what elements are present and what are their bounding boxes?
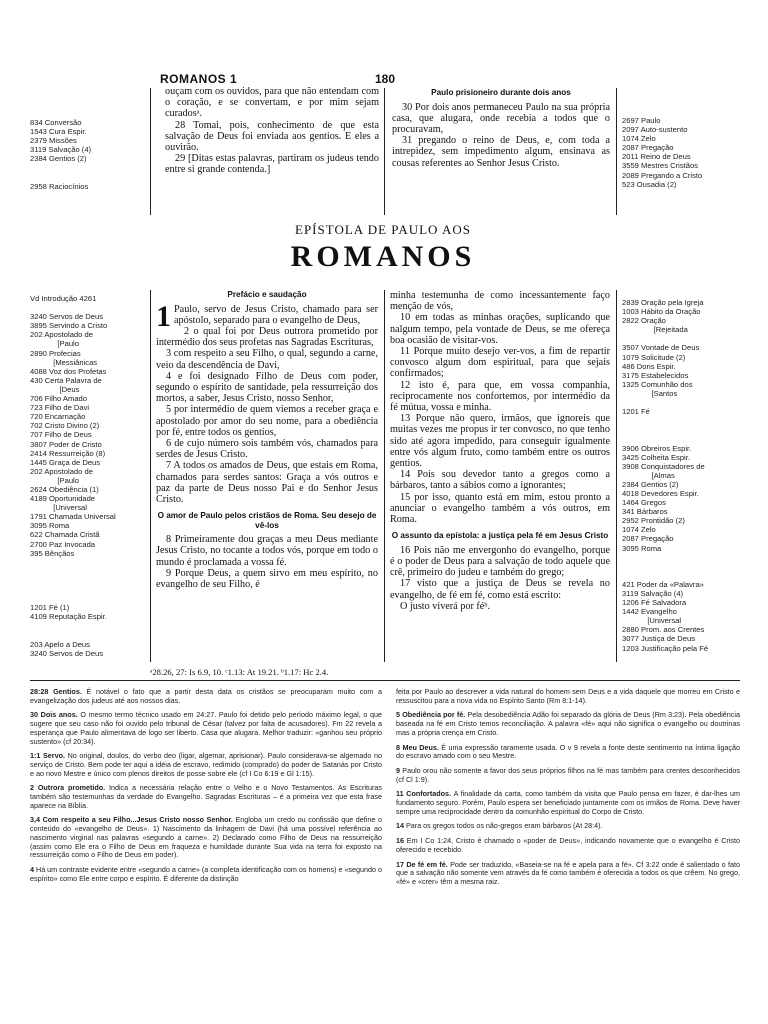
topical-ref: [Paulo: [30, 475, 79, 485]
topical-ref: [622, 434, 752, 443]
topical-ref: [622, 334, 752, 343]
verse: 14 Pois sou devedor tanto a gregos como a bárbaros, tanto a sábios como a ignorantes;: [390, 469, 610, 492]
topical-ref: 3908 Conquistadores de: [622, 461, 705, 471]
study-note: 4 Há um contraste evidente entre «segundo a carne» (a completa identificação com os homens) e «segundo o espírito» como Ele entre corpo e espírito. É diferente da distinção: [30, 864, 383, 883]
section-heading: O amor de Paulo pelos cristãos de Roma. Seu desejo de vê-los: [157, 511, 377, 530]
rule-main-right: [616, 290, 617, 662]
cross-references: ᵃ28.26, 27: Is 6.9, 10. ᶜ1.13: At 19.21. ᵇ1.17: Hc 2.4.: [150, 667, 329, 677]
topical-ref: 1003 Hábito da Oração: [622, 307, 701, 317]
topical-ref: 2890 Profecias: [30, 348, 81, 358]
topical-ref: 706 Filho Amado: [30, 394, 87, 404]
topical-ref: 2011 Reino de Deus: [622, 152, 691, 162]
verse: 9 Porque Deus, a quem sirvo em meu espírito, no evangelho de seu Filho, é: [156, 567, 378, 590]
topical-ref: 2952 Prontidão (2): [622, 516, 685, 526]
topical-ref: 834 Conversão: [30, 118, 82, 127]
topical-ref: 3807 Poder de Cristo: [30, 439, 102, 449]
rule-top-left: [150, 88, 151, 215]
topical-ref: 3507 Vontade de Deus: [622, 343, 700, 353]
topical-ref: [30, 576, 145, 585]
topical-ref: [622, 571, 752, 580]
verse: O justo viverá por féᵇ.: [400, 600, 491, 612]
verse: 17 visto que a justiça de Deus se revela no evangelho, de fé em fé, como está escrito:: [390, 578, 610, 601]
verse: ouçam com os ouvidos, para que não entendam com o coração, e se convertam, e por mim sejam curadosᵃ.: [165, 86, 379, 120]
study-note: 11 Confortados. A finalidade da carta, como também da visita que Paulo pensa em fazer, é dar-lhes um fundamento seguro. Porém, Paulo espera ser beneficiado juntamente com os irmãos de Roma. Deve haver sempre uma reciprocidade dentro da comunhão espiritual do Corpo de Cristo.: [396, 789, 740, 816]
main-right-refs: [622, 298, 752, 653]
topical-ref: 2379 Missões: [30, 136, 77, 146]
topical-ref: [Universal: [622, 616, 682, 626]
topical-ref: [30, 585, 145, 594]
topical-ref: [Messiânicas: [30, 357, 98, 367]
topical-ref: [Paulo: [30, 339, 79, 349]
topical-ref: 2384 Gentios (2): [30, 154, 87, 164]
verse: 4 e foi designado Filho de Deus com poder, segundo o espírito de santidade, pela ressurreição dos mortos, a saber, Jesus Cristo, nosso Senhor,: [156, 370, 378, 405]
rule-top-middle: [384, 88, 385, 215]
topical-ref: 4109 Reputação Espir.: [30, 612, 107, 622]
study-note: feita por Paulo ao descrever a vida natural do homem sem Deus e a vida daquele que morreu em Cristo e ressuscitou para a nova vida no Espírito Santo (Rm 8:1-14).: [396, 687, 740, 705]
topical-ref: [30, 621, 145, 630]
topical-ref: [Universal: [30, 503, 87, 513]
main-column-1: [156, 288, 378, 590]
topical-ref: 1543 Cura Espir.: [30, 127, 87, 137]
verse: minha testemunha de como incessantemente faço menção de vós,: [390, 290, 610, 313]
notes-divider: [30, 680, 740, 681]
topical-ref: 3175 Estabelecidos: [622, 370, 689, 380]
verse: 8 Primeiramente dou graças a meu Deus mediante Jesus Cristo, no tocante a todos vós, porque em todo o mundo é proclamada a vossa fé.: [156, 534, 378, 568]
verse: 29 [Ditas estas palavras, partiram os judeus tendo entre si grande contenda.]: [165, 153, 379, 176]
notes-right: [396, 688, 740, 893]
topical-ref: 3240 Servos de Deus: [30, 648, 104, 658]
topical-ref: [Almas: [622, 470, 675, 480]
rule-top-right: [616, 88, 617, 215]
page-number: 180: [375, 72, 396, 86]
study-note: 14 Para os gregos todos os não-gregos eram bárbaros (At 28:4).: [396, 821, 603, 831]
topical-ref: 2089 Pregando a Cristo: [622, 170, 703, 180]
topical-ref: 4018 Devedores Espir.: [622, 488, 699, 498]
topical-ref: 3095 Roma: [30, 521, 70, 531]
topical-ref: [Deus: [30, 384, 80, 394]
section-heading: Prefácio e saudação: [227, 290, 307, 299]
topical-ref: 523 Ousadia (2): [622, 179, 677, 189]
topical-ref: 1791 Chamada Universal: [30, 512, 116, 522]
topical-ref: 720 Encarnação: [30, 412, 86, 422]
topical-ref: [30, 303, 145, 312]
topical-ref: 3895 Servindo a Cristo: [30, 321, 108, 331]
topical-ref: 2958 Raciocínios: [30, 181, 89, 191]
running-header-book: ROMANOS 1: [160, 72, 238, 86]
verse: 3 com respeito a seu Filho, o qual, segundo a carne, veio da descendência de Davi,: [156, 348, 378, 371]
verse: 13 Porque não quero, irmãos, que ignoreis que muitas vezes me propus ir ter convosco, no que tenho sido até agora impedido, para conseguir igualmente entre vós algum fruto, como também entre os outros gentios.: [390, 413, 610, 470]
book-title: ROMANOS: [290, 240, 476, 273]
study-note: 30 Dois anos. O mesmo termo técnico usado em 24:27. Paulo foi detido pelo período máximo legal, o que sugere que seu caso não foi ouvido pelo tribunal de César (talvez por falta de acusadores). Fm 22 revela a esperança que Paulo alimentava de logo ser liberto. Casa que alugara. Melhor traduzir: «ganhou seu próprio sustento» (cf 20:34).: [30, 710, 383, 746]
study-note: 9 Paulo orou não somente a favor dos seus próprios filhos na fé mas também para crentes desconhecidos (cf Cl 1:9).: [396, 765, 740, 784]
topical-ref: [622, 562, 752, 571]
verse: 7 A todos os amados de Deus, que estais em Roma, chamados para serdes santos: Graça a vós outros e paz da parte de Deus nosso Pai e do Senhor Jesus Cristo.: [156, 460, 378, 505]
topical-ref: 3906 Obreiros Espir.: [622, 443, 692, 453]
topical-ref: [30, 567, 145, 576]
topical-ref: [Rejeitada: [622, 325, 688, 335]
verse: 2 o qual foi por Deus outrora prometido por intermédio dos seus profetas nas Sagradas Escrituras,: [156, 325, 378, 349]
topical-ref: 2624 Obediência (1): [30, 484, 99, 494]
topical-ref: 3425 Colheita Espir.: [622, 452, 690, 462]
topical-ref: 3240 Servos de Deus: [30, 312, 104, 322]
book-subtitle: EPÍSTOLA DE PAULO AOS: [295, 222, 471, 237]
topical-ref: 2880 Prom. aos Crentes: [622, 625, 705, 635]
verse: 12 isto é, para que, em vossa companhia, reciprocamente nos confortemos, por intermédio da fé mútua, vossa e minha.: [390, 379, 610, 414]
topical-ref: [622, 398, 752, 407]
topical-ref: 4189 Oportunidade: [30, 494, 96, 504]
notes-left: [30, 688, 382, 889]
topical-ref: 1074 Zelo: [622, 525, 656, 535]
topical-ref: [30, 558, 145, 567]
study-note: 17 De fé em fé. Pode ser traduzido, «Baseia-se na fé e apela para a fé». Cf 3:22 onde é salientado o fato que a salvação não somente vem através da fé como também é oferecida a todos os que crêem. No grego, «fé» e «crer» têm a mesma raiz.: [396, 859, 740, 886]
verse: 30 Por dois anos permaneceu Paulo na sua própria casa, que alugara, onde recebia a todos que o procuravam,: [392, 101, 610, 135]
topical-ref: 202 Apostolado de: [30, 466, 93, 476]
verse: 6 de cujo número sois também vós, chamados para serdes de Jesus Cristo.: [156, 437, 378, 461]
topical-ref: 203 Apelo a Deus: [30, 639, 90, 649]
topical-ref: 2700 Paz Invocada: [30, 539, 96, 549]
rule-main-left: [150, 290, 151, 662]
topical-ref: 430 Certa Palavra de: [30, 375, 102, 385]
verse: 15 por isso, quanto está em mim, estou pronto a anunciar o evangelho também a vós outros, em Roma.: [390, 491, 610, 526]
study-note: 16 Em I Co 1:24, Cristo é chamado o «poder de Deus», indicando novamente que o evangelho é Cristo oferecido e recebido.: [396, 836, 740, 854]
topical-ref: [Santos: [622, 388, 678, 398]
topical-ref: [622, 553, 752, 562]
topical-ref: 486 Dons Espir.: [622, 361, 676, 371]
topical-ref: 341 Bárbaros: [622, 507, 668, 517]
topical-ref: 1079 Solicitude (2): [622, 352, 686, 362]
verse: 31 pregando o reino de Deus, e, com toda a intrepidez, sem impedimento algum, ensinava as cousas referentes ao Senhor Jesus Cristo.: [392, 135, 610, 169]
topical-ref: 2839 Oração pela Igreja: [622, 298, 704, 307]
topical-ref: 1445 Graça de Deus: [30, 457, 101, 467]
topical-ref: [622, 416, 752, 425]
topical-ref: 3559 Mestres Cristãos: [622, 161, 698, 171]
topical-ref: 2087 Pregação: [622, 534, 674, 544]
topical-ref: 702 Cristo Divino (2): [30, 421, 100, 431]
section-heading: Paulo prisioneiro durante dois anos: [431, 88, 571, 97]
top-right-refs: [622, 116, 752, 189]
topical-ref: 1464 Gregos: [622, 498, 666, 508]
top-right-text: [392, 86, 610, 169]
topical-ref: 1201 Fé: [622, 407, 650, 417]
topical-ref: 2414 Ressurreição (8): [30, 448, 106, 458]
study-note: 2 Outrora prometido. Indica a necessária relação entre o Velho e o Novo Testamentos. As Escrituras também são testemunhas da verdade do Evangelho. Sagradas Escrituras – é a primeira vez que esta frase aparece na Bíblia.: [30, 783, 382, 810]
verse: 28 Tomai, pois, conhecimento de que esta salvação de Deus foi enviada aos gentios. E eles a ouvirão.: [165, 119, 379, 154]
study-note: 3,4 Com respeito a seu Filho...Jesus Cristo nosso Senhor. Engloba um credo ou confissão que define o conteúdo do «evangelho de Deus». 1) Nascimento da linhagem de Davi (há uma possível referência ao nascimento virginal nas palavras «segundo a carne». 2) Declarado como Filho de Deus na ressurreição (assim como Ele era o Filho de Deus em fraqueza e humildade durante Sua vida na terra foi exposto na ressurreição como o Filho de Deus em poder).: [30, 815, 382, 860]
topical-ref: 1074 Zelo: [622, 134, 656, 144]
study-note: 1:1 Servo. No original, doulos, do verbo deo (ligar, algemar, aprisionar). Paulo considerava-se algemado no serviço de Cristo. Bem pode ter aqui a idéia de escravo, redimido (comprado) do poder de Satanás por Cristo e ao novo Mestre e único com plenos direitos de posse sobre ele (cf I Co 6:19 e Gl 1:15).: [30, 751, 382, 778]
topical-ref: [30, 163, 145, 172]
rule-main-middle: [384, 290, 385, 662]
study-note: 8 Meu Deus. É uma expressão raramente usada. O v 9 revela a fonte deste sentimento na íntima ligação do escravo amado com o seu Mestre.: [396, 742, 741, 761]
topical-ref: [30, 594, 145, 603]
main-left-refs: [30, 294, 145, 658]
chapter-number: 1: [156, 299, 171, 333]
main-column-2: [390, 290, 610, 612]
verse: 11 Porque muito desejo ver-vos, a fim de repartir convosco algum dom espiritual, para que sejais confirmados;: [390, 346, 610, 380]
verse-1: 1 Paulo, servo de Jesus Cristo, chamado para ser apóstolo, separado para o evangelho de Deus,: [156, 299, 378, 333]
topical-ref: [30, 630, 145, 639]
topical-ref: 395 Bênçãos: [30, 548, 75, 558]
topical-ref: 707 Filho de Deus: [30, 430, 92, 440]
topical-ref: 4088 Voz dos Profetas: [30, 366, 107, 376]
topical-ref: 723 Filho de Davi: [30, 403, 90, 413]
topical-ref: 1442 Evangelho: [622, 607, 677, 617]
topical-ref: 3119 Salvação (4): [622, 589, 684, 598]
section-heading: O assunto da epístola: a justiça pela fé em Jesus Cristo: [391, 531, 609, 541]
top-left-refs: [30, 118, 145, 191]
study-note: 5 Obediência por fé. Pela desobediência Adão foi separado da glória de Deus (Rm 3:23). Pela obediência baseada na fé em Cristo temos reconciliação. A palavra «fé» aqui não significa o evangelho ou doutrinas mas a própria crença em Cristo.: [396, 710, 740, 737]
topical-ref: 202 Apostolado de: [30, 330, 93, 340]
topical-ref: [622, 425, 752, 434]
topical-ref: 2822 Oração: [622, 316, 666, 326]
top-left-text: [165, 86, 379, 176]
topical-ref: 1325 Comunhão dos: [622, 379, 693, 389]
verse: 5 por intermédio de quem viemos a receber graça e apostolado por amor do seu nome, para a obediência por fé, entre todos os gentios,: [156, 404, 378, 438]
topical-ref: 2097 Auto-sustento: [622, 125, 688, 135]
topical-ref: 3077 Justiça de Deus: [622, 634, 696, 644]
verse: 10 em todas as minhas orações, suplicando que nalgum tempo, pela vontade de Deus, se me ofereça boa ocasião de visitar-vos.: [390, 312, 610, 346]
topical-ref: 3119 Salvação (4): [30, 145, 92, 155]
topical-ref: [30, 173, 145, 182]
topical-ref: 2087 Pregação: [622, 143, 674, 153]
topical-ref: 1201 Fé (1): [30, 603, 70, 613]
topical-ref: 421 Poder da «Palavra»: [622, 579, 704, 589]
topical-ref: 622 Chamada Cristã: [30, 530, 100, 540]
topical-ref: 1203 Justificação pela Fé: [622, 643, 709, 653]
topical-ref: 2697 Paulo: [622, 116, 661, 125]
topical-ref: 2384 Gentios (2): [622, 479, 679, 489]
topical-ref: 3095 Roma: [622, 543, 662, 553]
study-note: 28:28 Gentios. É notável o fato que a partir desta data os cristãos se preocuparam muito com a evangelização dos judeus até aos nossos dias.: [30, 687, 382, 705]
topical-ref: Vd Introdução 4261: [30, 294, 97, 303]
verse: 16 Pois não me envergonho do evangelho, porque é o poder de Deus para a salvação de todo aquele que crê, primeiro do judeu e também do grego;: [390, 544, 610, 579]
topical-ref: 1206 Fé Salvadora: [622, 598, 687, 608]
